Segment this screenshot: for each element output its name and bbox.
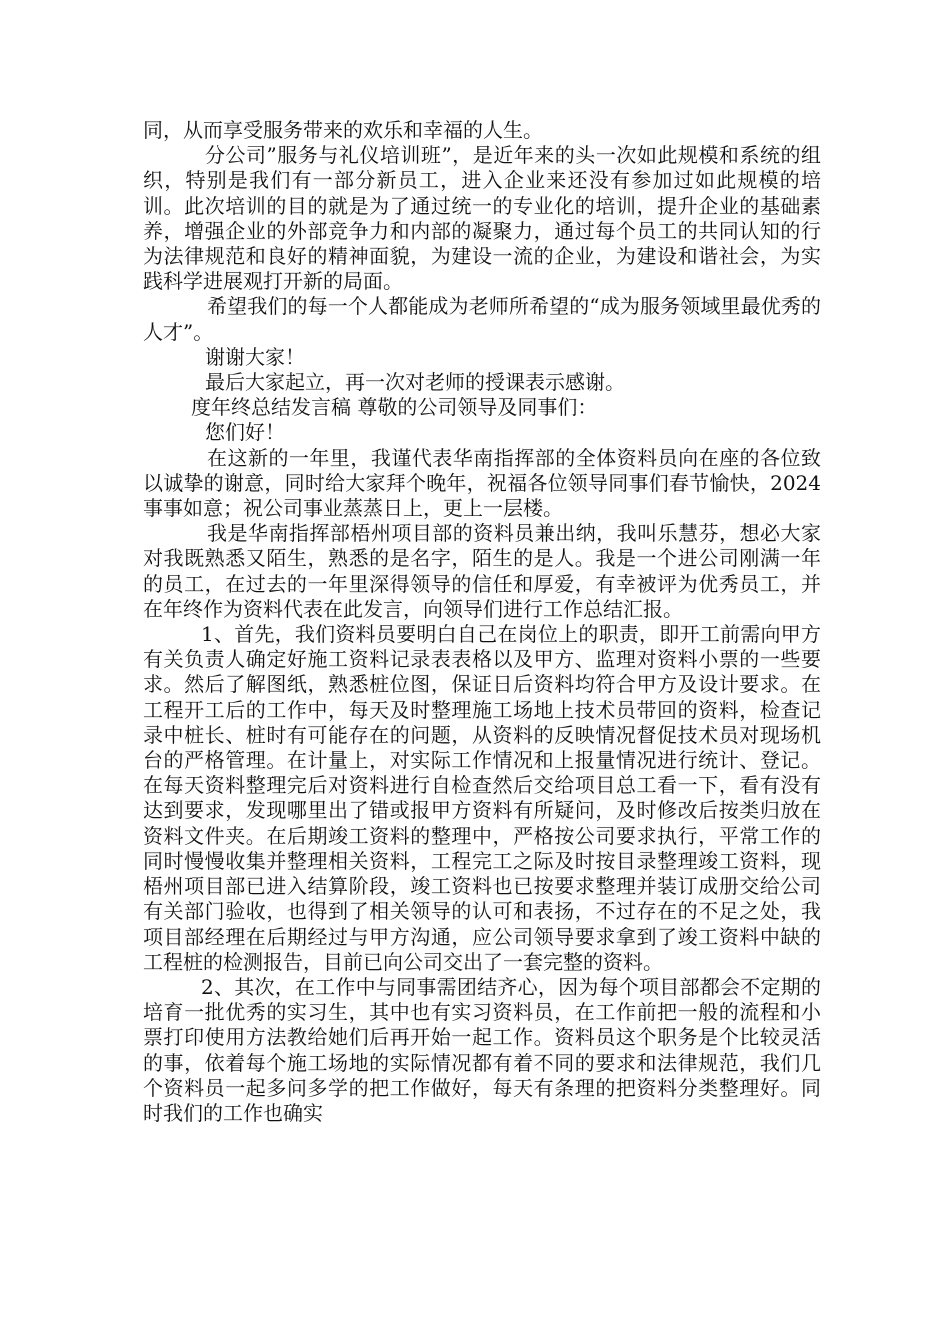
paragraph-self-intro: 我是华南指挥部梧州项目部的资料员兼出纳，我叫乐慧芬，想必大家对我既熟悉又陌生，熟悉的是名字，陌生的是人。我是一个进公司刚满一年的员工，在过去的一年里深得领导的信任和厚爱，有幸被评为优秀员工，并在年终作为资料代表在此发言，向领导们进行工作总结汇报。 bbox=[143, 521, 821, 621]
paragraph-continuation: 同，从而享受服务带来的欢乐和幸福的人生。 bbox=[143, 118, 543, 142]
paragraph-training-class: 分公司”服务与礼仪培训班”，是近年来的头一次如此规模和系统的组织，特别是我们有一部分新员工，进入企业来还没有参加过如此规模的培训。此次培训的目的就是为了通过统一的专业化的培训，提升企业的基础素养，增强企业的外部竞争力和内部的凝聚力，通过每个员工的共同认知的行为法律规范和良好的精神面貌，为建设一流的企业，为建设和谐社会，为实践科学进展观打开新的局面。 bbox=[143, 143, 821, 294]
paragraph-greeting: 您们好！ bbox=[205, 420, 285, 445]
paragraph-closing: 最后大家起立，再一次对老师的授课表示感谢。 bbox=[205, 370, 625, 395]
document-body bbox=[143, 118, 821, 1126]
paragraph-hope: 希望我们的每一个人都能成为老师所希望的“成为服务领域里最优秀的人才”。 bbox=[143, 294, 821, 344]
paragraph-new-year: 在这新的一年里，我谨代表华南指挥部的全体资料员向在座的各位致以诚挚的谢意，同时给大家拜个晚年，祝福各位领导同事们春节愉快，2024事事如意；祝公司事业蒸蒸日上，更上一层楼。 bbox=[143, 445, 821, 521]
paragraph-point-1: 1、首先，我们资料员要明白自己在岗位上的职责，即开工前需向甲方有关负责人确定好施工资料记录表表格以及甲方、监理对资料小票的一些要求。然后了解图纸，熟悉桩位图，保证日后资料均符合甲方及设计要求。在工程开工后的工作中，每天及时整理施工场地上技术员带回的资料，检查记录中桩长、桩时有可能存在的问题，从资料的反映情况督促技术员对现场机台的严格管理。在计量上，对实际工作情况和上报量情况进行统计、登记。在每天资料整理完后对资料进行自检查然后交给项目总工看一下，看有没有达到要求，发现哪里出了错或报甲方资料有所疑问，及时修改后按类归放在资料文件夹。在后期竣工资料的整理中，严格按公司要求执行，平常工作的同时慢慢收集并整理相关资料，工程完工之际及时按目录整理竣工资料，现梧州项目部已进入结算阶段，竣工资料也已按要求整理并装订成册交给公司有关部门验收，也得到了相关领导的认可和表扬，不过存在的不足之处，我项目部经理在后期经过与甲方沟通，应公司领导要求拿到了竣工资料中缺的工程桩的检测报告，目前已向公司交出了一套完整的资料。 bbox=[143, 622, 821, 974]
paragraph-speech-title: 度年终总结发言稿 尊敬的公司领导及同事们： bbox=[191, 395, 598, 420]
paragraph-point-2: 2、其次，在工作中与同事需团结齐心，因为每个项目部都会不定期的培育一批优秀的实习生，其中也有实习资料员，在工作前把一般的流程和小票打印使用方法教给她们后再开始一起工作。资料员这个职务是个比较灵活的事，依着每个施工场地的实际情况都有着不同的要求和法律规范，我们几个资料员一起多问多学的把工作做好，每天有条理的把资料分类整理好。同时我们的工作也确实 bbox=[143, 974, 821, 1125]
paragraph-thanks: 谢谢大家！ bbox=[205, 344, 305, 369]
